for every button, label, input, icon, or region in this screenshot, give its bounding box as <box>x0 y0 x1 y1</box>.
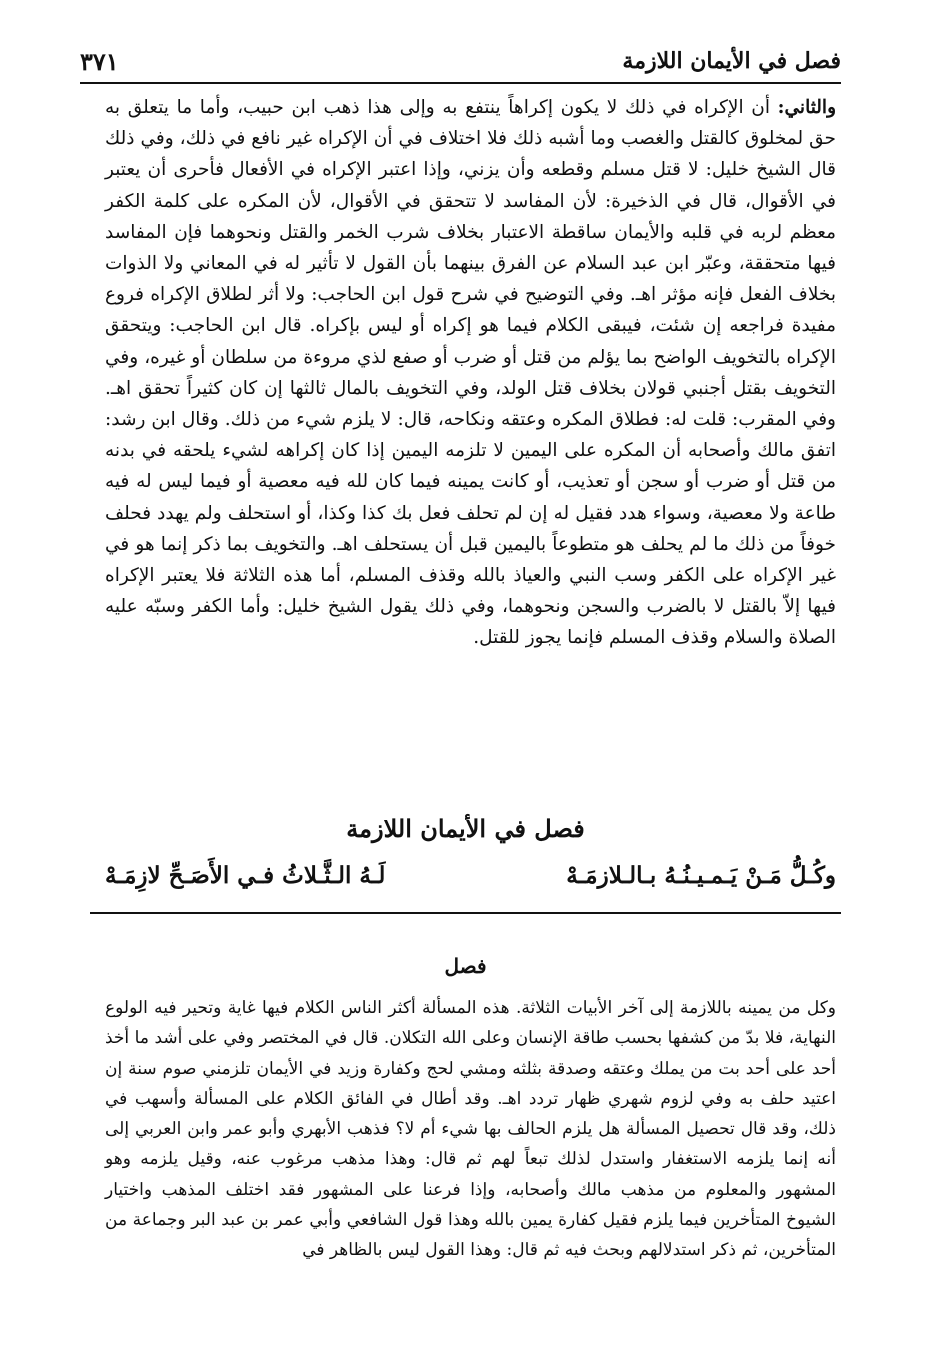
verse-first-hemistich: وكُـلُّ مَـنْ يَـمـيـنُـهُ بـالـلازمَـهْ <box>566 862 836 889</box>
commentary-paragraph: وكل من يمينه باللازمة إلى آخر الأبيات الثلاثة. هذه المسألة أكثر الناس الكلام فيها غاية وتحير فيه الولوع النهاية، فلا بدّ من كشفها بحسب طاقة الإنسان وعلى الله التكلان. قال في المختصر وفي على أشد ما أخذ أحد على أحد بت من يملك وعتقه وصدقة بثلثه ومشي لحج وكفارة وزيد في الأيمان تلزمني صوم سنة إن اعتيد حلف به وفي لزوم شهري ظهار تردد اهـ. وقد أطال في الفائق الكلام على المسألة وأسهب في ذلك، وقد قال تحصيل المسألة هل يلزم الحالف بها شيء أم لا؟ فذهب الأبهري وأبو عمر وابن العربي إلى أنه إنما يلزمه الاستغفار واستدل لذلك تبعاً لهم ثم قال: وهذا مذهب مرغوب عنه، وقيل يلزمه وهو المشهور والمعلوم من مذهب مالك وأصحابه، وإذا فرعنا على المشهور فقد اختلف المذهب واختيار الشيوخ المتأخرين فيما يلزم فقيل كفارة يمين بالله وهذا قول الشافعي وأبي عمر بن عبد البر وجماعة من المتأخرين، ثم ذكر استدلالهم وبحث فيه ثم قال: وهذا القول ليس بالظاهر في <box>105 998 836 1261</box>
lead-word: والثاني: <box>777 97 836 118</box>
verse-second-hemistich: لَـهُ الـثَّـلاثُ فـي الأَصَـحِّ لازِمَـهْ <box>105 862 386 889</box>
poem-verse <box>105 862 836 889</box>
commentary-title: فصل <box>444 954 487 978</box>
section-title: فصل في الأيمان اللازمة <box>346 814 585 843</box>
section-divider <box>90 912 841 914</box>
running-title: فصل في الأيمان اللازمة <box>622 48 841 74</box>
main-paragraph: أن الإكراه في ذلك لا يكون إكراهاً ينتفع به وإلى هذا ذهب ابن حبيب، وأما ما يتعلق به حق لمخلوق كالقتل والغصب وما أشبه ذلك فلا اختلاف في أن الإكراه غير نافع في ذلك، وفي ذلك قال الشيخ خليل: لا قتل مسلم وقطعه وأن يزني، وإذا اعتبر الإكراه في الأفعال فأحرى أن يعتبر في الأقوال، قال في الذخيرة: لأن المفاسد لا تتحقق في الأقوال، لأن المكره على كلمة الكفر معظم لربه في قلبه والأيمان ساقطة الاعتبار بخلاف شرب الخمر والقتل ونحوهما فإن المفاسد فيها متحققة، وعبّر ابن عبد السلام عن الفرق بينهما بأن القول لا تأثير له في المعاني ولا الذوات بخلاف الفعل فإنه مؤثر اهـ. وفي التوضيح في شرح قول ابن الحاجب: ولا أثر لطلاق الإكراه فروع مفيدة فراجعه إن شئت، فيبقى الكلام فيما هو إكراه أو ليس بإكراه. قال ابن الحاجب: ويتحقق الإكراه بالتخويف الواضح بما يؤلم من قتل أو ضرب أو صفع لذي مروءة من سلطان أو غيره، وفي التخويف بقتل أجنبي قولان بخلاف قتل الولد، وفي التخويف بالمال ثالثها إن كان كثيراً تحقق اهـ. وفي المقرب: قلت له: فطلاق المكره وعتقه ونكاحه، قال: لا يلزم شيء من ذلك. وقال ابن رشد: اتفق مالك وأصحابه أن المكره على اليمين لا تلزمه اليمين إذا كان إكراهه لشيء يلحقه في بدنه من قتل أو ضرب أو سجن أو تعذيب، أو كانت يمينه فيما كان لله فيه معصية أو فيما ليس له فيه طاعة ولا معصية، وسواء هدد فقيل له إن لم تحلف فعل بك كذا وكذا، أو استحلف ولم يهدد فحلف خوفاً من ذلك ما لم يحلف هو متطوعاً باليمين قبل أن يستحلف اهـ. والتخويف بما ذكر إنما هو في غير الإكراه على الكفر وسب النبي والعياذ بالله وقذف المسلم، أما هذه الثلاثة فلا يعتبر الإكراه فيها إلاّ بالقتل لا بالضرب والسجن ونحوهما، وفي ذلك يقول الشيخ خليل: وأما الكفر وسبّه عليه الصلاة والسلام وقذف المسلم فإنما يجوز للقتل. <box>105 97 836 649</box>
page-number: ٣٧١ <box>80 46 119 76</box>
page-header <box>80 40 841 84</box>
main-text-block <box>105 92 836 654</box>
